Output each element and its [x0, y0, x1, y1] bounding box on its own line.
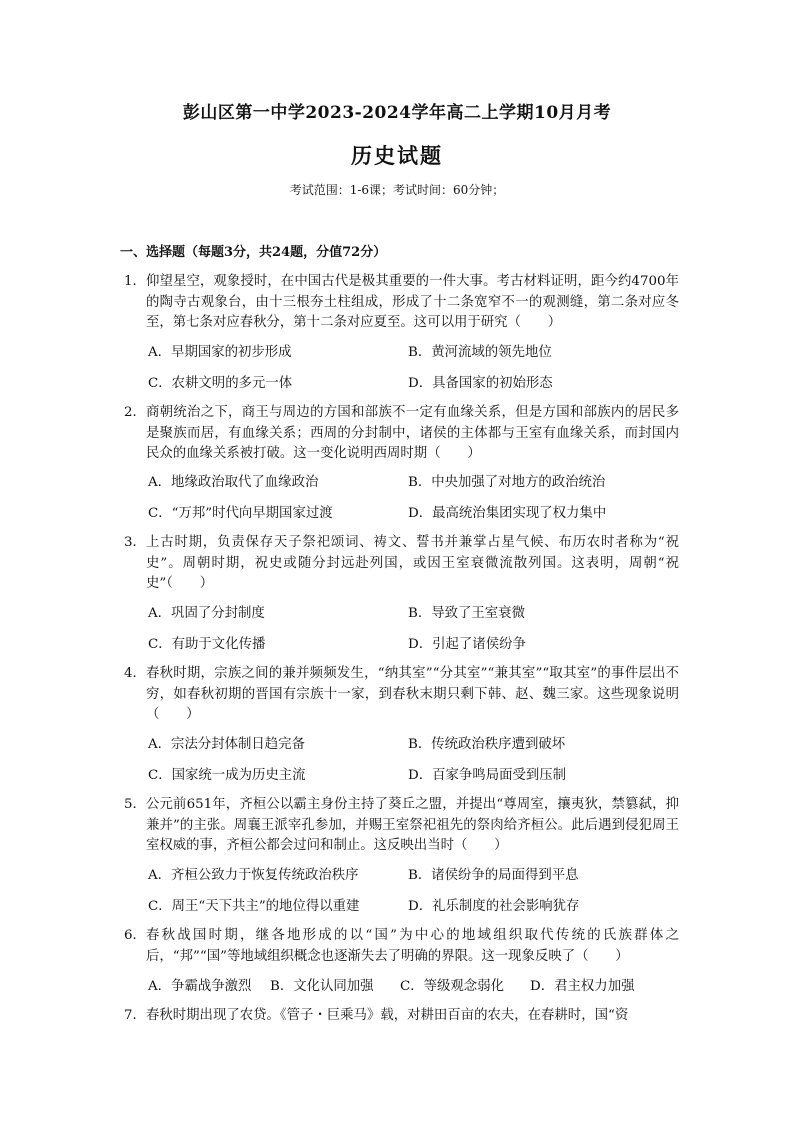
- option-c: C．农耕文明的多元一体: [148, 376, 293, 391]
- option-a: A．巩固了分封制度: [148, 606, 265, 621]
- options-row: [148, 864, 678, 884]
- options-row: [148, 975, 678, 995]
- exam-info: 考试范围：1-6课；考试时间：60分钟；: [289, 183, 505, 197]
- option-c: C．周王“天下共主”的地位得以重建: [148, 899, 360, 914]
- question-stem: [124, 664, 679, 726]
- option-b: B．传统政治秩序遭到破坏: [408, 737, 566, 752]
- option-d: D．具备国家的初始形态: [408, 376, 553, 391]
- option-d: D．引起了诸侯纷争: [408, 637, 526, 652]
- question-stem: [124, 272, 679, 334]
- question-text: 公元前651年，齐桓公以霸主身份主持了葵丘之盟，并提出“尊周室，攘夷狄，禁篡弑，抑兼并”的主张。周襄王派宰孔参加，并赐王室祭祀祖先的祭肉给齐桓公。此后遇到侵犯周王室权威的事，齐桓公都会过问和制止。这反映出当时（ ）: [146, 797, 679, 853]
- option-b: B．文化认同加强: [270, 979, 374, 994]
- question-number: 5．: [124, 797, 146, 812]
- option-b: B．导致了王室衰微: [408, 606, 525, 621]
- question-text: 商朝统治之下，商王与周边的方国和部族不一定有血缘关系，但是方国和部族内的居民多是聚族而居，有血缘关系；西周的分封制中，诸侯的主体都与王室有血缘关系，而封国内民众的血缘关系被打破。这一变化说明西周时期（ ）: [146, 405, 679, 461]
- question-2: [124, 403, 679, 465]
- option-c: C．“万邦”时代向早期国家过渡: [148, 506, 333, 521]
- subject-title: 历史试题: [351, 143, 443, 168]
- question-7: [124, 1006, 679, 1027]
- section-heading: 一、选择题（每题3分，共24题，分值72分）: [120, 245, 387, 260]
- option-b: B．中央加强了对地方的政治统治: [408, 475, 606, 490]
- question-4: [124, 664, 679, 726]
- options-row: [148, 764, 678, 784]
- question-text: 春秋时期，宗族之间的兼并频频发生，“纳其室”“分其室”“兼其室”“取其室”的事件层出不穷，如春秋初期的晋国有宗族十一家，到春秋末期只剩下韩、赵、魏三家。这些现象说明（ ）: [146, 666, 679, 722]
- option-b: B．黄河流域的领先地位: [408, 345, 552, 360]
- question-number: 4．: [124, 666, 146, 681]
- options-row: [148, 895, 678, 915]
- option-c: C．有助于文化传播: [148, 637, 266, 652]
- question-3: [124, 533, 679, 595]
- question-6: [124, 926, 679, 967]
- options-row: [148, 502, 678, 522]
- option-a: A．地缘政治取代了血缘政治: [148, 475, 319, 490]
- options-row: [148, 633, 678, 653]
- options-row: [148, 602, 678, 622]
- option-d: D．君主权力加强: [530, 979, 635, 994]
- options-row: [148, 341, 678, 361]
- question-stem: [124, 1006, 679, 1027]
- options-row: [148, 471, 678, 491]
- option-d: D．百家争鸣局面受到压制: [408, 768, 567, 783]
- question-stem: [124, 533, 679, 595]
- question-number: 7．: [124, 1008, 146, 1023]
- question-5: [124, 795, 679, 857]
- option-a: A．齐桓公致力于恢复传统政治秩序: [148, 868, 359, 883]
- question-1: [124, 272, 679, 334]
- option-d: D．最高统治集团实现了权力集中: [408, 506, 607, 521]
- option-a: A．宗法分封体制日趋完备: [148, 737, 305, 752]
- question-text: 仰望星空，观象授时，在中国古代是极其重要的一件大事。考古材料证明，距今约4700年的陶寺古观象台，由十三根夯土柱组成，形成了十二条宽窄不一的观测缝，第二条对应冬至，第七条对应春秋分，第十二条对应夏至。这可以用于研究（ ）: [146, 274, 679, 330]
- question-text: 上古时期，负责保存天子祭祀颂词、祷文、誓书并兼掌占星气候、布历农时者称为“祝史”。周朝时期，祝史或随分封远赴列国，或因王室衰微流散列国。这表明，周朝“祝史”（ ）: [146, 535, 679, 591]
- option-a: A．争霸战争激烈: [148, 979, 252, 994]
- exam-title: 彭山区第一中学2023-2024学年高二上学期10月月考: [182, 103, 612, 123]
- option-c: C．国家统一成为历史主流: [148, 768, 306, 783]
- question-number: 1．: [124, 274, 146, 289]
- options-row: [148, 372, 678, 392]
- option-b: B．诸侯纷争的局面得到平息: [408, 868, 579, 883]
- question-number: 2．: [124, 405, 146, 420]
- question-stem: [124, 795, 679, 857]
- question-text: 春秋时期出现了农贷。《管子・巨乘马》载，对耕田百亩的农夫，在春耕时，国“资: [146, 1008, 629, 1023]
- option-a: A．早期国家的初步形成: [148, 345, 292, 360]
- question-stem: [124, 403, 679, 465]
- question-text: 春秋战国时期，继各地形成的以“国”为中心的地域组织取代传统的氏族群体之后，“邦”“国”等地域组织概念也逐渐失去了明确的界限。这一现象反映了（ ）: [146, 928, 679, 964]
- option-d: D．礼乐制度的社会影响犹存: [408, 899, 580, 914]
- question-number: 3．: [124, 535, 146, 550]
- question-stem: [124, 926, 679, 967]
- question-number: 6．: [124, 928, 146, 943]
- options-row: [148, 733, 678, 753]
- option-c: C．等级观念弱化: [400, 979, 504, 994]
